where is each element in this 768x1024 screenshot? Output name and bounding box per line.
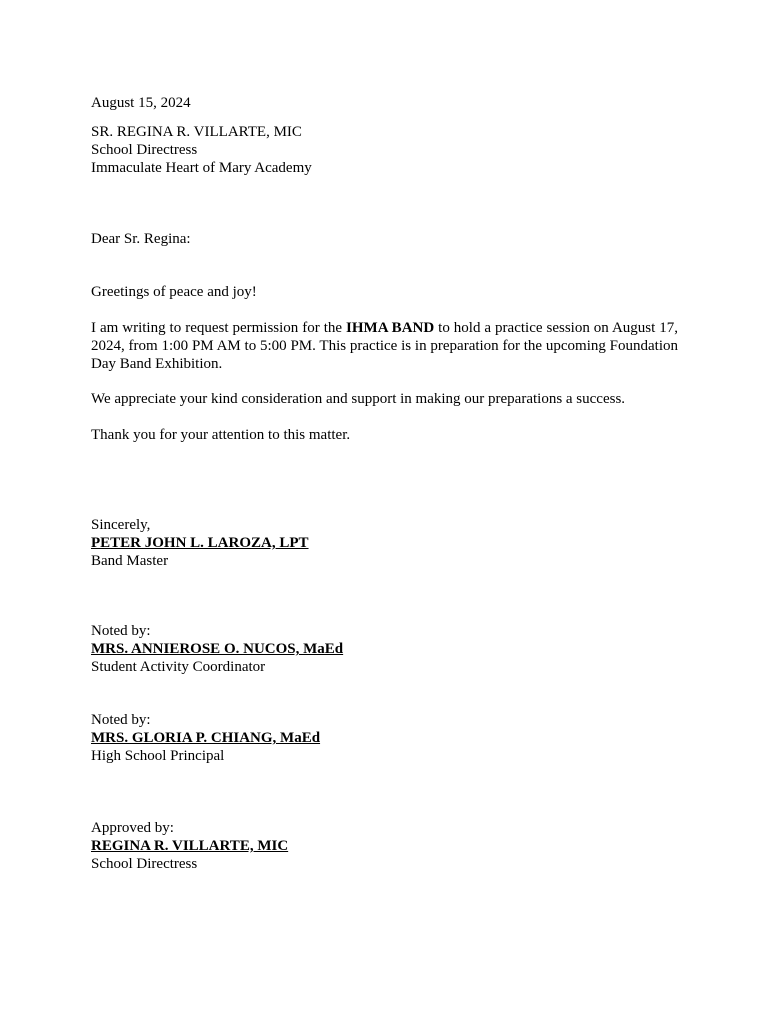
- recipient-block: [91, 123, 678, 177]
- signatory-block-principal: [91, 711, 678, 765]
- thanks-text: Thank you for your attention to this matter.: [91, 427, 351, 443]
- salutation-text: Dear Sr. Regina:: [91, 231, 191, 247]
- signatory-label: Approved by:: [91, 820, 174, 836]
- signatory-label: Noted by:: [91, 623, 151, 639]
- signatory-name: REGINA R. VILLARTE, MIC: [91, 838, 289, 854]
- signatory-position: School Directress: [91, 856, 198, 872]
- appreciation-text: We appreciate your kind consideration and support in making our preparations a success.: [91, 391, 626, 407]
- appreciation-paragraph: [91, 390, 678, 408]
- salutation: [91, 230, 678, 248]
- signatory-position: High School Principal: [91, 748, 225, 764]
- signatory-label: Noted by:: [91, 712, 151, 728]
- request-text-after: to hold a practice session on August 17, 2024, from 1:00 PM AM to 5:00 PM. This practice is in preparation for the upcoming Foundation Day Band Exhibition.: [91, 320, 678, 372]
- signatory-name: MRS. ANNIEROSE O. NUCOS, MaEd: [91, 641, 344, 657]
- signatory-block-sender: [91, 516, 678, 570]
- request-paragraph: [91, 319, 678, 373]
- signatory-position: Student Activity Coordinator: [91, 659, 266, 675]
- greeting-text: Greetings of peace and joy!: [91, 284, 257, 300]
- signatory-block-coordinator: [91, 622, 678, 676]
- date-text: August 15, 2024: [91, 95, 191, 111]
- greeting: [91, 283, 678, 301]
- recipient-org: Immaculate Heart of Mary Academy: [91, 160, 312, 176]
- recipient-name: SR. REGINA R. VILLARTE, MIC: [91, 124, 302, 140]
- signatory-label: Sincerely,: [91, 517, 151, 533]
- request-text-before: I am writing to request permission for the: [91, 320, 347, 336]
- signatory-position: Band Master: [91, 553, 169, 569]
- signatory-name: MRS. GLORIA P. CHIANG, MaEd: [91, 730, 321, 746]
- signatory-block-directress: [91, 819, 678, 873]
- request-band-name: IHMA BAND: [346, 320, 435, 336]
- thanks-paragraph: [91, 426, 678, 444]
- letter-date: [91, 94, 678, 112]
- signatory-name: PETER JOHN L. LAROZA, LPT: [91, 535, 309, 551]
- recipient-title: School Directress: [91, 142, 198, 158]
